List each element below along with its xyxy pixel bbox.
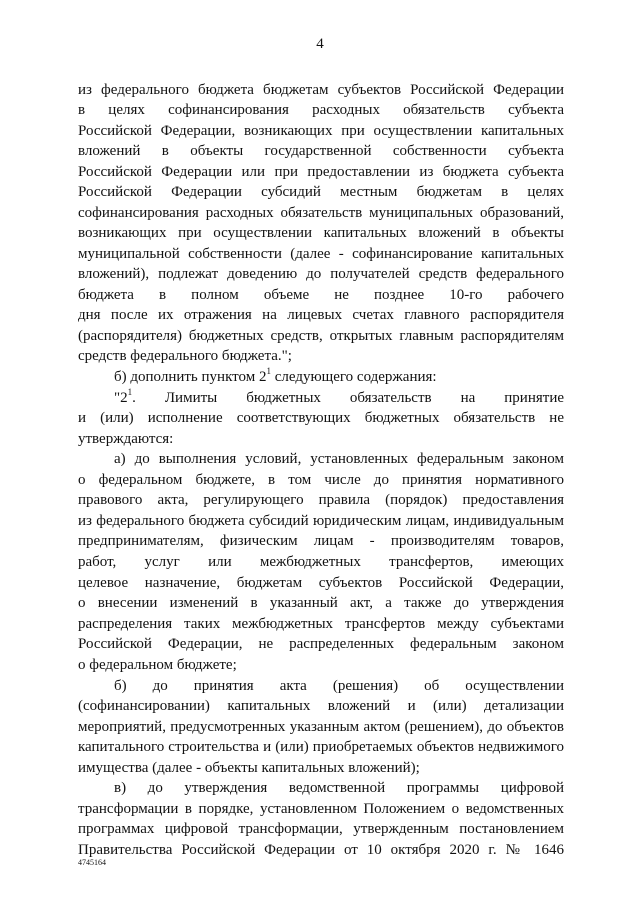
text-line: "$2^1$. Лимиты бюджетных обязательств на принятие <box>114 387 564 406</box>
text-line: Российской Федерации субсидий местным бюджетам в целях <box>78 184 564 200</box>
text-line: о внесении изменений в указанный акт, а также до утверждения <box>78 595 564 611</box>
text-line: возникающих при осуществлении капитальных вложений в объекты <box>78 225 564 241</box>
text-line: программах цифровой трансформации, утвержденным постановлением <box>78 821 564 837</box>
text-line: предпринимателям, физическим лицам - производителям товаров, <box>78 533 564 549</box>
text-line: муниципальной собственности (далее - софинансирование капитальных <box>78 246 564 262</box>
text-line: вложений), подлежат доведению до получателей средств федерального <box>78 266 564 282</box>
text-line: вложений в объекты государственной собственности субъекта <box>78 143 564 159</box>
text-line: имущества (далее - объекты капитальных вложений); <box>78 760 420 776</box>
text-line: правового акта, регулирующего правила (порядок) предоставления <box>78 492 564 508</box>
text-line: работ, услуг или межбюджетных трансфертов, имеющих <box>78 554 564 570</box>
text-line: о федеральном бюджете; <box>78 657 237 673</box>
text-line: дня после их отражения на лицевых счетах главного распорядителя <box>78 307 564 323</box>
text-line: распределения таких межбюджетных трансфертов между субъектами <box>78 616 564 632</box>
text-line: б) дополнить пунктом $2^1$ следующего содержания: <box>114 366 437 385</box>
text-line: Российской Федерации или при предоставлении из бюджета субъекта <box>78 164 564 180</box>
text-line: в) до утверждения ведомственной программы цифровой <box>114 780 564 796</box>
text-line: а) до выполнения условий, установленных федеральным законом <box>114 451 564 467</box>
text-line: (распорядителя) бюджетных средств, открытых главным распорядителям <box>78 328 564 344</box>
text-line: утверждаются: <box>78 431 174 447</box>
text-line: и (или) исполнение соответствующих бюджетных обязательств не <box>78 410 564 426</box>
text-line: о федеральном бюджете, в том числе до принятия нормативного <box>78 472 564 488</box>
text-line: бюджета в полном объеме не позднее 10-го рабочего <box>78 287 564 303</box>
text-line: целевое назначение, бюджетам субъектов Российской Федерации, <box>78 575 564 591</box>
text-line: капитального строительства и (или) приобретаемых объектов недвижимого <box>78 739 564 755</box>
text-line: (софинансировании) капитальных вложений и (или) детализации <box>78 698 564 714</box>
text-line: средств федерального бюджета."; <box>78 348 292 364</box>
text-line: Правительства Российской Федерации от 10 октября 2020 г. № 1646 <box>78 842 564 858</box>
text-line: мероприятий, предусмотренных указанным актом (решением), до объектов <box>78 719 564 735</box>
text-line: из федерального бюджета бюджетам субъектов Российской Федерации <box>78 82 564 98</box>
document-code: 4745164 <box>78 858 106 867</box>
text-line: трансформации в порядке, установленном Положением о ведомственных <box>78 801 564 817</box>
superscript: 1 <box>127 387 133 397</box>
page-number: 4 <box>316 36 324 52</box>
superscript: 1 <box>266 366 271 376</box>
text-line: б) до принятия акта (решения) об осуществлении <box>114 678 564 694</box>
text-line: из федерального бюджета субсидий юридическим лицам, индивидуальным <box>78 513 564 529</box>
text-line: Российской Федерации, не распределенных федеральным законом <box>78 636 564 652</box>
text-line: в целях софинансирования расходных обязательств субъекта <box>78 102 564 118</box>
text-line: Российской Федерации, возникающих при осуществлении капитальных <box>78 123 564 139</box>
text-line: софинансирования расходных обязательств муниципальных образований, <box>78 205 564 221</box>
